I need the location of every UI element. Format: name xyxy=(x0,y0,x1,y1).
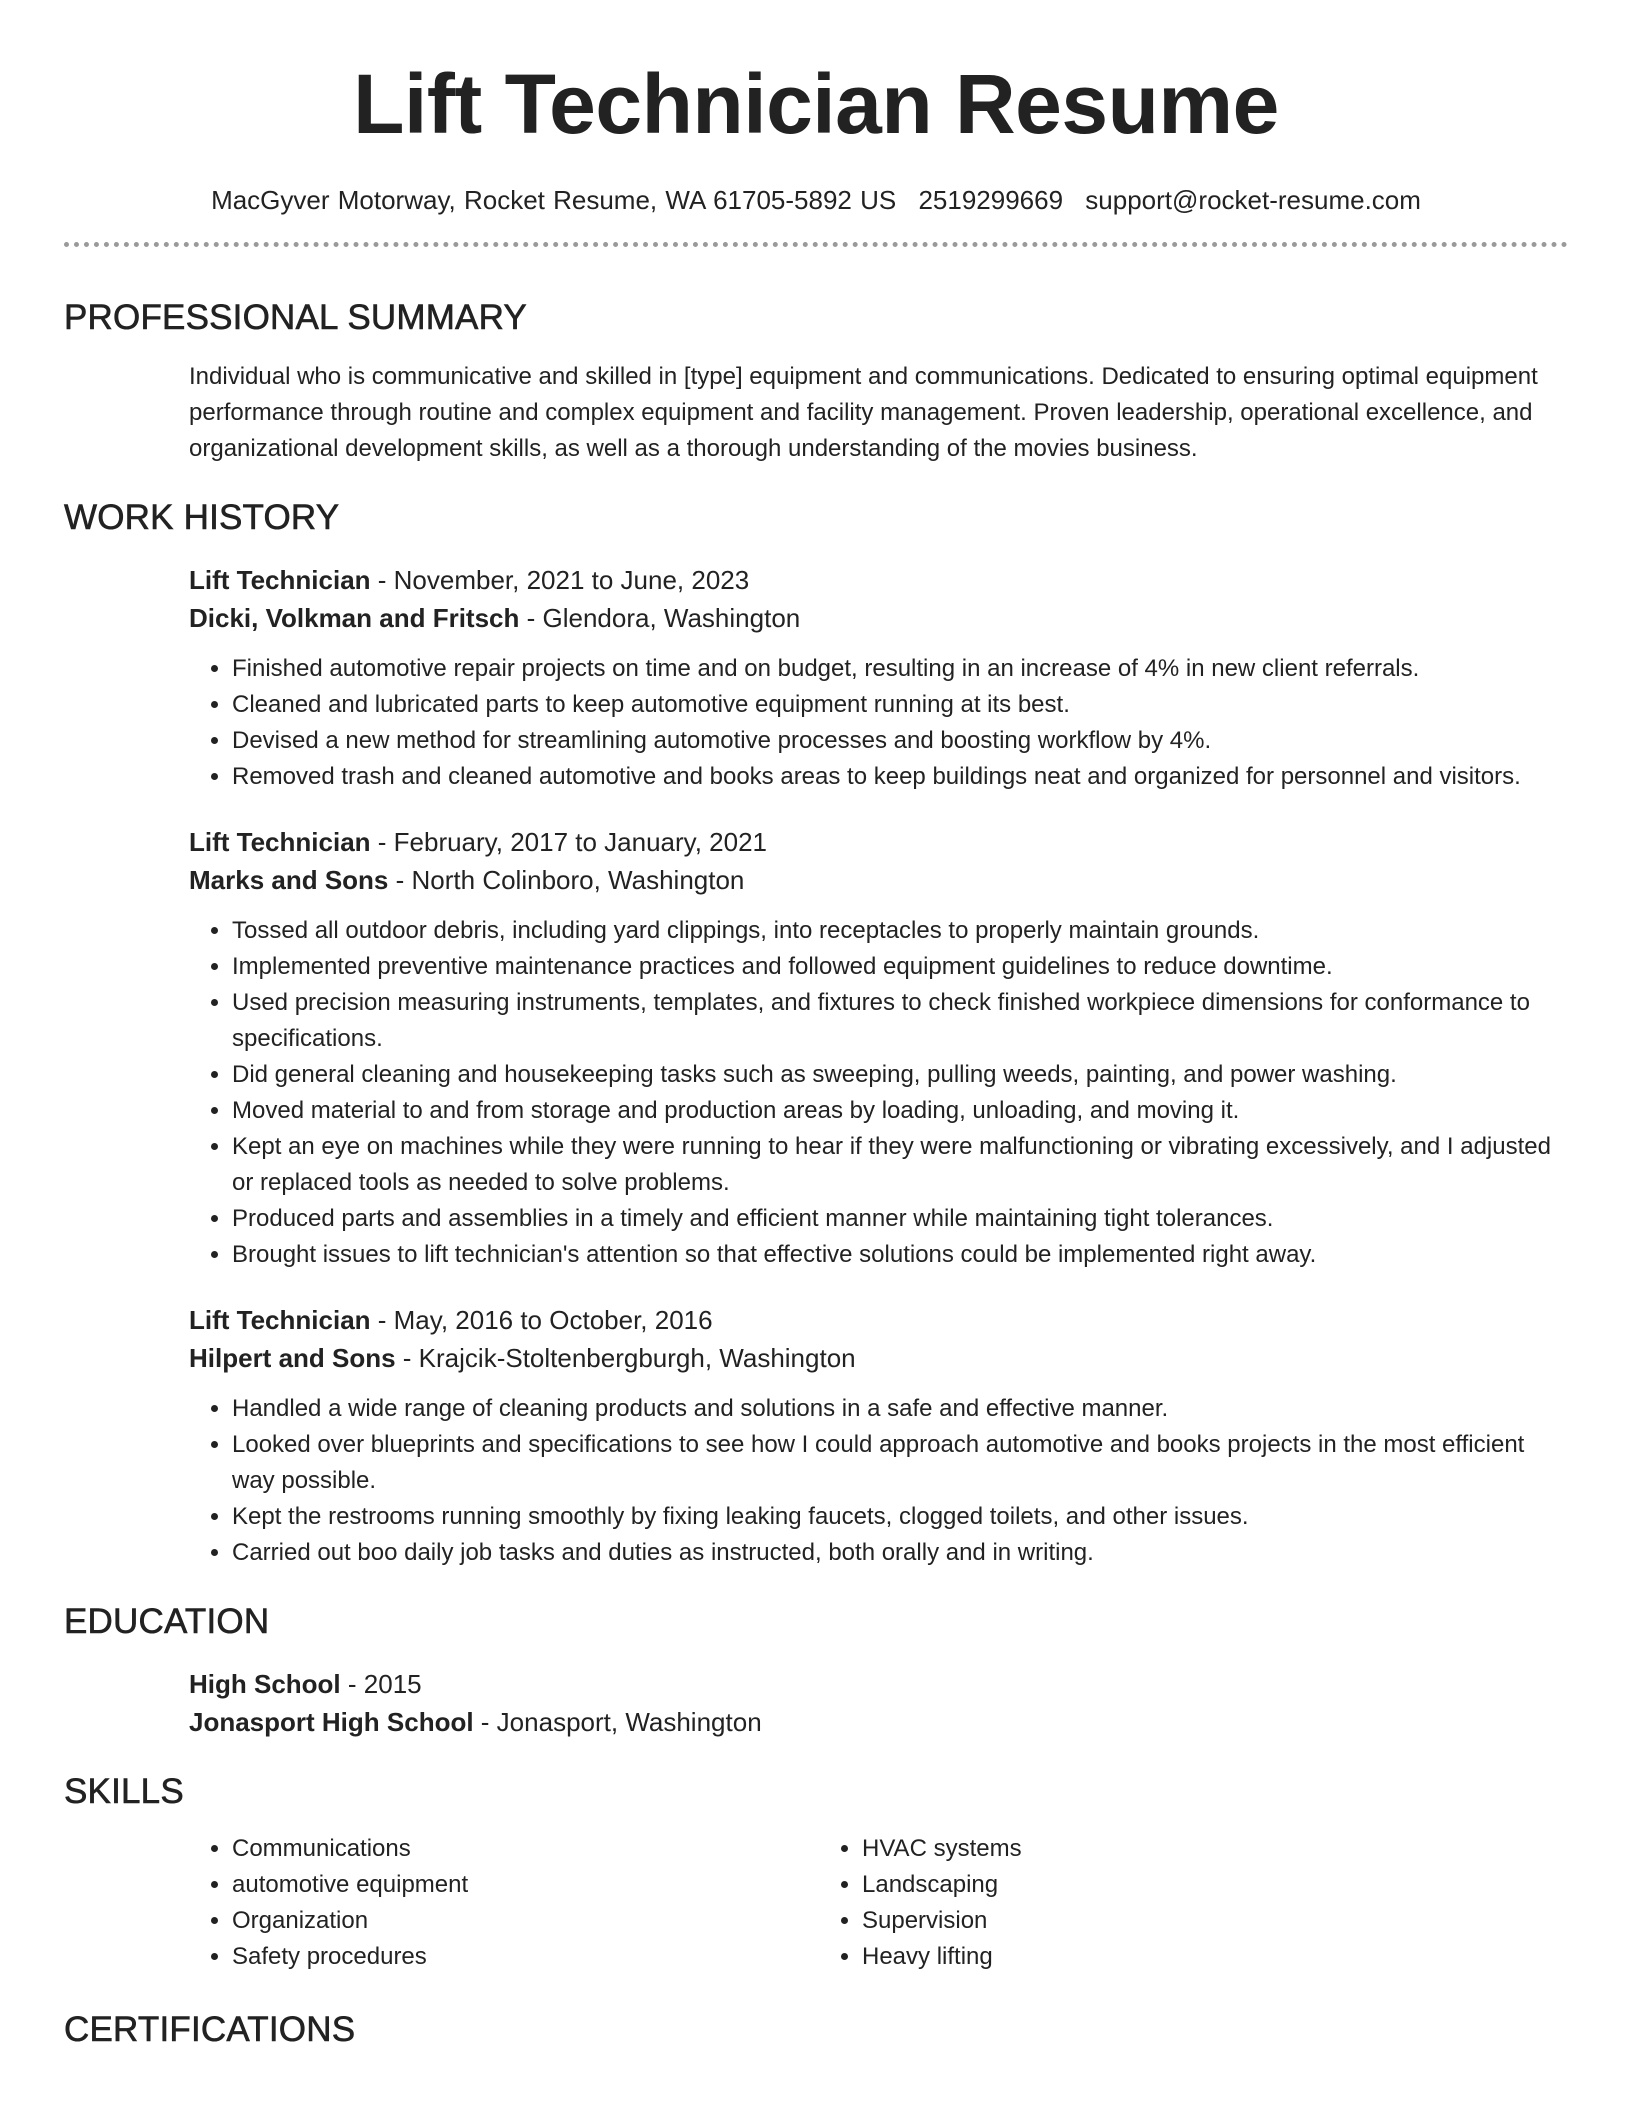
skill-item: • Organization xyxy=(232,1903,819,1939)
job-location: - Glendora, Washington xyxy=(519,603,801,633)
job-title-line xyxy=(189,823,1568,861)
education-location: - Jonasport, Washington xyxy=(473,1707,762,1737)
skill-item: • Communications xyxy=(232,1831,819,1867)
contact-email: support@rocket-resume.com xyxy=(1085,185,1421,215)
resume-title: Lift Technician Resume xyxy=(353,57,1279,151)
job-company-line xyxy=(189,1339,1568,1377)
job-dates: - November, 2021 to June, 2023 xyxy=(370,565,750,595)
skill-item: • automotive equipment xyxy=(232,1867,819,1903)
section-heading-skills: SKILLS xyxy=(64,1772,184,1811)
contact-line xyxy=(64,180,1568,220)
job-bullet: • Handled a wide range of cleaning products and solutions in a safe and effective manner. xyxy=(232,1391,1568,1427)
contact-phone: 2519299669 xyxy=(918,185,1064,215)
job-bullets xyxy=(189,651,1568,795)
job-company: Marks and Sons xyxy=(189,865,389,895)
job-dates: - February, 2017 to January, 2021 xyxy=(370,827,768,857)
job-entry xyxy=(189,1301,1568,1571)
skill-item: • Supervision xyxy=(862,1903,1449,1939)
job-title: Lift Technician xyxy=(189,827,371,857)
education-entry xyxy=(189,1665,1568,1741)
job-title: Lift Technician xyxy=(189,565,371,595)
job-bullet: • Kept the restrooms running smoothly by fixing leaking faucets, clogged toilets, and other issues. xyxy=(232,1499,1568,1535)
skill-item: • Landscaping xyxy=(862,1867,1449,1903)
job-company-line xyxy=(189,599,1568,637)
header-divider xyxy=(64,242,1568,247)
job-company: Dicki, Volkman and Fritsch xyxy=(189,603,520,633)
education-school: Jonasport High School xyxy=(189,1707,474,1737)
skills-column-left xyxy=(189,1831,819,1975)
job-bullet: • Removed trash and cleaned automotive and books areas to keep buildings neat and organized for personnel and visitors. xyxy=(232,759,1568,795)
job-bullet: • Carried out boo daily job tasks and duties as instructed, both orally and in writing. xyxy=(232,1535,1568,1571)
job-entry xyxy=(189,561,1568,795)
job-bullet: • Did general cleaning and housekeeping tasks such as sweeping, pulling weeds, painting, and power washing. xyxy=(232,1057,1568,1093)
job-bullets xyxy=(189,913,1568,1273)
skills-column-right xyxy=(819,1831,1449,1975)
section-heading-education: EDUCATION xyxy=(64,1602,270,1641)
job-company: Hilpert and Sons xyxy=(189,1343,396,1373)
section-heading-summary: PROFESSIONAL SUMMARY xyxy=(64,298,527,337)
job-title: Lift Technician xyxy=(189,1305,371,1335)
job-location: - North Colinboro, Washington xyxy=(388,865,745,895)
education-degree: High School xyxy=(189,1669,341,1699)
job-bullet: • Used precision measuring instruments, templates, and fixtures to check finished workpiece dimensions for conformance to specifications. xyxy=(232,985,1568,1057)
skills-grid xyxy=(189,1831,1568,1975)
job-entry xyxy=(189,823,1568,1273)
skill-item: • HVAC systems xyxy=(862,1831,1449,1867)
job-bullet: • Brought issues to lift technician's attention so that effective solutions could be implemented right away. xyxy=(232,1237,1568,1273)
skill-item: • Safety procedures xyxy=(232,1939,819,1975)
education-year: - 2015 xyxy=(340,1669,422,1699)
summary-text: Individual who is communicative and skilled in [type] equipment and communications. Dedicated to ensuring optimal equipment performance through routine and complex equipment and facility management. Proven leadership, operational excellence, and organizational development skills, as well as a thorough understanding of the movies business. xyxy=(189,363,1538,462)
job-bullet: • Implemented preventive maintenance practices and followed equipment guidelines to reduce downtime. xyxy=(232,949,1568,985)
job-bullet: • Produced parts and assemblies in a timely and efficient manner while maintaining tight tolerances. xyxy=(232,1201,1568,1237)
skill-item: • Heavy lifting xyxy=(862,1939,1449,1975)
section-heading-work-history: WORK HISTORY xyxy=(64,498,340,537)
contact-address: MacGyver Motorway, Rocket Resume, WA 61705-5892 US xyxy=(211,185,897,215)
education-degree-line xyxy=(189,1665,1568,1703)
job-bullet: • Cleaned and lubricated parts to keep automotive equipment running at its best. xyxy=(232,687,1568,723)
education-school-line xyxy=(189,1703,1568,1741)
job-location: - Krajcik-Stoltenbergburgh, Washington xyxy=(395,1343,856,1373)
job-bullet: • Kept an eye on machines while they were running to hear if they were malfunctioning or vibrating excessively, and I adjusted or replaced tools as needed to solve problems. xyxy=(232,1129,1568,1201)
job-bullet: • Devised a new method for streamlining automotive processes and boosting workflow by 4%. xyxy=(232,723,1568,759)
job-bullet: • Tossed all outdoor debris, including yard clippings, into receptacles to properly maintain grounds. xyxy=(232,913,1568,949)
job-bullet: • Looked over blueprints and specifications to see how I could approach automotive and books projects in the most efficient way possible. xyxy=(232,1427,1568,1499)
job-dates: - May, 2016 to October, 2016 xyxy=(370,1305,713,1335)
job-bullet: • Moved material to and from storage and production areas by loading, unloading, and moving it. xyxy=(232,1093,1568,1129)
job-bullet: • Finished automotive repair projects on time and on budget, resulting in an increase of 4% in new client referrals. xyxy=(232,651,1568,687)
job-company-line xyxy=(189,861,1568,899)
job-bullets xyxy=(189,1391,1568,1571)
section-heading-certifications: CERTIFICATIONS xyxy=(64,2010,356,2049)
job-title-line xyxy=(189,561,1568,599)
job-title-line xyxy=(189,1301,1568,1339)
